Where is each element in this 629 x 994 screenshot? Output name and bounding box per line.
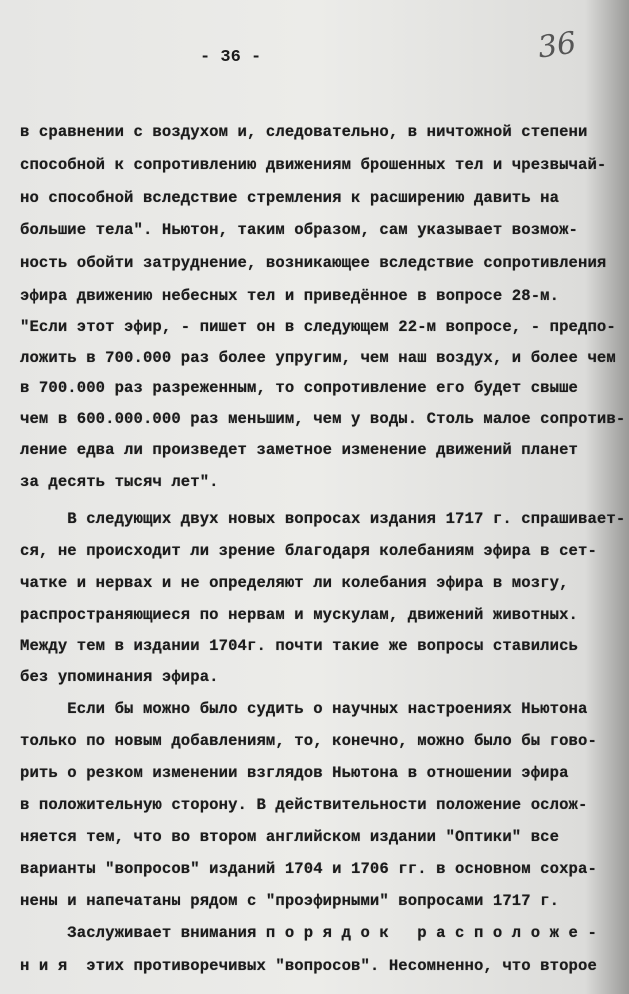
- text-line: ся, не происходит ли зрение благодаря колебаниям эфира в сет-: [20, 542, 597, 560]
- text-line: без упоминания эфира.: [20, 668, 219, 686]
- text-line: няется тем, что во втором английском издании "Оптики" все: [20, 828, 560, 846]
- text-line: чатке и нервах и не определяют ли колебания эфира в мозгу,: [20, 574, 569, 592]
- text-line: распространяющиеся по нервам и мускулам, движений животных.: [20, 606, 579, 624]
- handwritten-page-number: 36: [535, 25, 579, 66]
- text-line: нены и напечатаны рядом с "проэфирными" вопросами 1717 г.: [20, 892, 560, 910]
- text-line: Если бы можно было судить о научных настроениях Ньютона: [20, 700, 588, 718]
- text-line: н и я этих противоречивых "вопросов". Несомненно, что второе: [20, 957, 597, 975]
- text-line: только по новым добавлениям, то, конечно, можно было бы гово-: [20, 732, 597, 750]
- text-line: ность обойти затруднение, возникающее вследствие сопротивления: [20, 254, 607, 272]
- text-line: ление едва ли произведет заметное изменение движений планет: [20, 441, 579, 459]
- text-line: в 700.000 раз разреженным, то сопротивление его будет свыше: [20, 379, 579, 397]
- text-line: эфира движению небесных тел и приведённое в вопросе 28-м.: [20, 287, 560, 305]
- text-line: но способной вследствие стремления к расширению давить на: [20, 189, 560, 207]
- text-line: способной к сопротивлению движениям брошенных тел и чрезвычай-: [20, 156, 607, 174]
- text-line: Заслуживает внимания п о р я д о к р а с п о л о ж е -: [20, 924, 597, 942]
- text-line: "Если этот эфир, - пишет он в следующем 22-м вопросе, - предпо-: [20, 318, 616, 336]
- text-line: рить о резком изменении взглядов Ньютона в отношении эфира: [20, 764, 569, 782]
- text-line: чем в 600.000.000 раз меньшим, чем у воды. Столь малое сопротив-: [20, 410, 626, 428]
- text-line: за десять тысяч лет".: [20, 473, 219, 491]
- page-number: - 36 -: [200, 48, 262, 67]
- text-line: ложить в 700.000 раз более упругим, чем наш воздух, и более чем: [20, 349, 616, 367]
- text-line: В следующих двух новых вопросах издания 1717 г. спрашивает-: [20, 510, 626, 528]
- text-line: в положительную сторону. В действительности положение ослож-: [20, 796, 588, 814]
- text-line: большие тела". Ньютон, таким образом, сам указывает возмож-: [20, 221, 579, 239]
- text-line: варианты "вопросов" изданий 1704 и 1706 гг. в основном сохра-: [20, 860, 597, 878]
- text-line: Между тем в издании 1704г. почти такие же вопросы ставились: [20, 637, 579, 655]
- text-line: в сравнении с воздухом и, следовательно, в ничтожной степени: [20, 123, 588, 141]
